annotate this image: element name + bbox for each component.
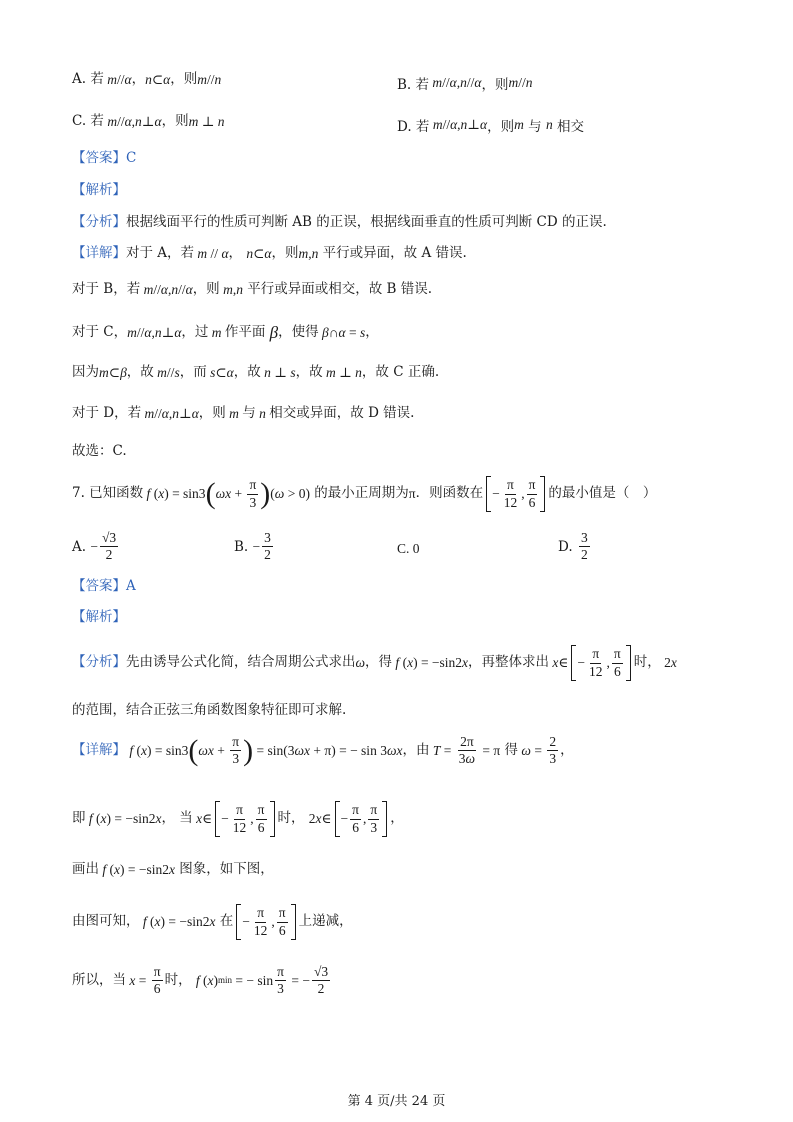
q6-choose: 故选：C. xyxy=(72,443,127,459)
q6-detail-b: 对于 B，若 m // α , n // α ，则 m , n 平行或异面或相交，故 B 错误. xyxy=(72,281,433,297)
q7-option-c: C. 0 xyxy=(397,541,420,556)
q7-option-a: A. − $\frac{√3}{2}$ xyxy=(72,530,117,563)
q6-option-b: B. 若 m // α , n // α ，则 m // n xyxy=(397,75,533,93)
q7-analysis-2: 的范围，结合正弦三角函数图象特征即可求解. xyxy=(72,702,347,718)
q6-option-a: A. 若 m // α ， n ⊂ α ，则 m // n xyxy=(72,71,222,87)
q6-jiexi-heading: 【解析】 xyxy=(72,182,126,198)
q7-answer: 【答案】A xyxy=(72,578,136,594)
q6-detail-a: 【详解】 对于 A，若 m // α ， n ⊂ α ，则 m , n 平行或异面，故 A 错误. xyxy=(72,245,467,261)
q6-detail-c: 对于 C， m // α , n ⊥ α ，过 m 作平面 β ，使得 β ∩ α = s ， xyxy=(72,323,379,342)
q7-option-d: D. $\frac{3}{2}$ xyxy=(558,530,588,563)
q7-analysis-1: 【分析】 先由诱导公式化简，结合周期公式求出 ω ，得 f ( x ) = −sin2 x ，再整体求出 x ∈ − $\frac{\pi}{12}$ , $\frac{\pi}{6}$ 时， 2 x xyxy=(72,645,677,681)
q7-detail-1: 【详解】 f ( x ) = sin3 ( ωx + $\frac{\pi}{3}$ ) = sin(3 ωx + π) = − sin 3 ωx ，由 T = $\frac{2\pi}{3\omega}$ = π 得 ω = $\frac{2}{3}$ ， xyxy=(72,733,574,767)
q7-option-b: B. − $\frac{3}{2}$ xyxy=(234,530,271,563)
q6-detail-c2: 因为 m ⊂ β ，故 m // s ，而 s ⊂ α ，故 n ⊥ s ，故 m ⊥ n ，故 C 正确. xyxy=(72,364,440,380)
q6-option-c: C. 若 m // α , n ⊥ α ，则 m ⊥ n xyxy=(72,113,225,129)
q6-detail-d: 对于 D，若 m // α , n ⊥ α ，则 m 与 n 相交或异面，故 D 错误. xyxy=(72,405,415,421)
q7-jiexi-heading: 【解析】 xyxy=(72,609,126,625)
q7-detail-5: 所以，当 x = $\frac{\pi}{6}$ 时， f ( x ) min = − sin $\frac{\pi}{3}$ = − $\frac{√3}{2}$ xyxy=(72,964,329,997)
q7-detail-2: 即 f ( x ) = −sin2 x ， 当 x ∈ − $\frac{\pi}{12}$ , $\frac{\pi}{6}$ 时， 2 x ∈ − $\frac{\pi}{6}$ , $\frac{\pi}{3}$ ， xyxy=(72,801,404,837)
q7-detail-3: 画出 f ( x ) = −sin2 x 图象，如下图， xyxy=(72,861,274,877)
q7-stem: 7. 已知函数 f ( x ) = sin3 ( ωx + $\frac{\pi}{3}$ ) ( ω > 0) 的最小正周期为 π ．则函数在 − $\frac{\pi}{12}$ , $\frac{\pi}{6}$ 的最小值是（ ） xyxy=(72,477,657,510)
q6-analysis: 【分析】 根据线面平行的性质可判断 AB 的正误，根据线面垂直的性质可判断 CD 的正误. xyxy=(72,214,607,230)
q6-answer: 【答案】C xyxy=(72,150,137,166)
q7-detail-4: 由图可知， f ( x ) = −sin2 x 在 − $\frac{\pi}{12}$ , $\frac{\pi}{6}$ 上递减， xyxy=(72,904,353,940)
page-footer: 第 4 页/共 24 页 xyxy=(347,1094,446,1109)
q6-option-d: D. 若 m // α , n ⊥ α ，则 m 与 n 相交 xyxy=(397,117,584,135)
